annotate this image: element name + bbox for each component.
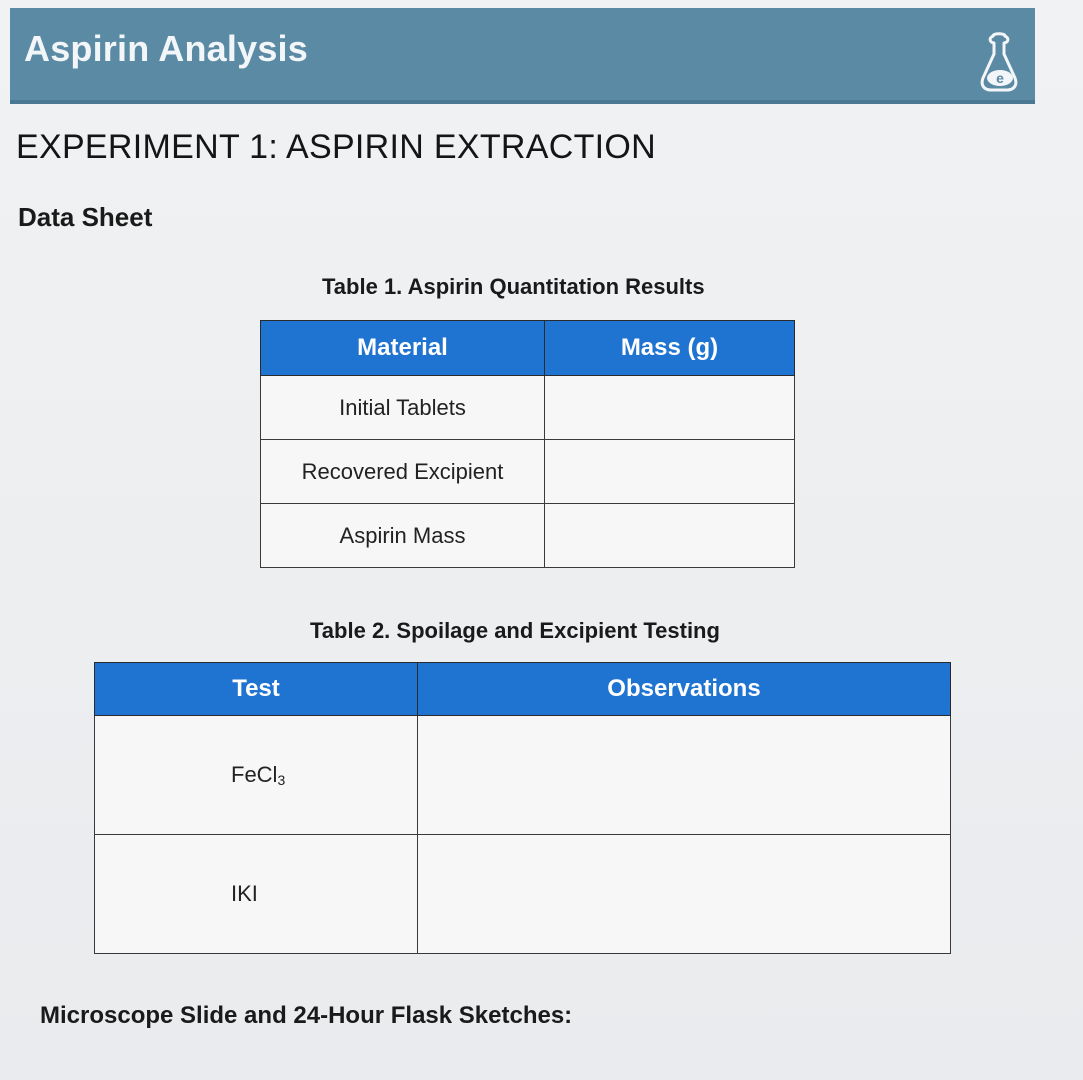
- section-label: Data Sheet: [18, 202, 153, 232]
- table1-caption: Table 1. Aspirin Quantitation Results: [322, 274, 705, 299]
- table2-caption: Table 2. Spoilage and Excipient Testing: [310, 618, 720, 643]
- header-bar: [10, 8, 1035, 104]
- table-header-row: [95, 663, 951, 716]
- table-row: [95, 835, 951, 954]
- mass-cell[interactable]: [545, 376, 795, 440]
- column-header-mass: Mass (g): [545, 321, 795, 376]
- test-name: IKI: [231, 881, 258, 906]
- column-header-material: Material: [261, 321, 545, 376]
- material-cell: Recovered Excipient: [261, 440, 545, 504]
- table-row: [261, 440, 795, 504]
- column-header-observations: Observations: [418, 663, 951, 716]
- table-row: [261, 376, 795, 440]
- observations-cell[interactable]: [418, 716, 951, 835]
- test-cell: [95, 835, 418, 954]
- material-cell: Aspirin Mass: [261, 504, 545, 568]
- material-cell: Initial Tablets: [261, 376, 545, 440]
- header-title: Aspirin Analysis: [24, 28, 308, 69]
- mass-cell[interactable]: [545, 504, 795, 568]
- table-row: [95, 716, 951, 835]
- column-header-test: Test: [95, 663, 418, 716]
- experiment-title: EXPERIMENT 1: ASPIRIN EXTRACTION: [16, 128, 656, 166]
- aspirin-quantitation-table: [260, 320, 795, 568]
- table-header-row: [261, 321, 795, 376]
- test-cell: [95, 716, 418, 835]
- observations-cell[interactable]: [418, 835, 951, 954]
- test-subscript: 3: [277, 772, 286, 788]
- table-row: [261, 504, 795, 568]
- flask-icon: [977, 32, 1021, 94]
- svg-text:e: e: [996, 70, 1004, 86]
- spoilage-testing-table: [94, 662, 951, 954]
- test-name: FeCl: [231, 762, 278, 787]
- sketch-label: Microscope Slide and 24-Hour Flask Sketches:: [40, 1002, 573, 1029]
- mass-cell[interactable]: [545, 440, 795, 504]
